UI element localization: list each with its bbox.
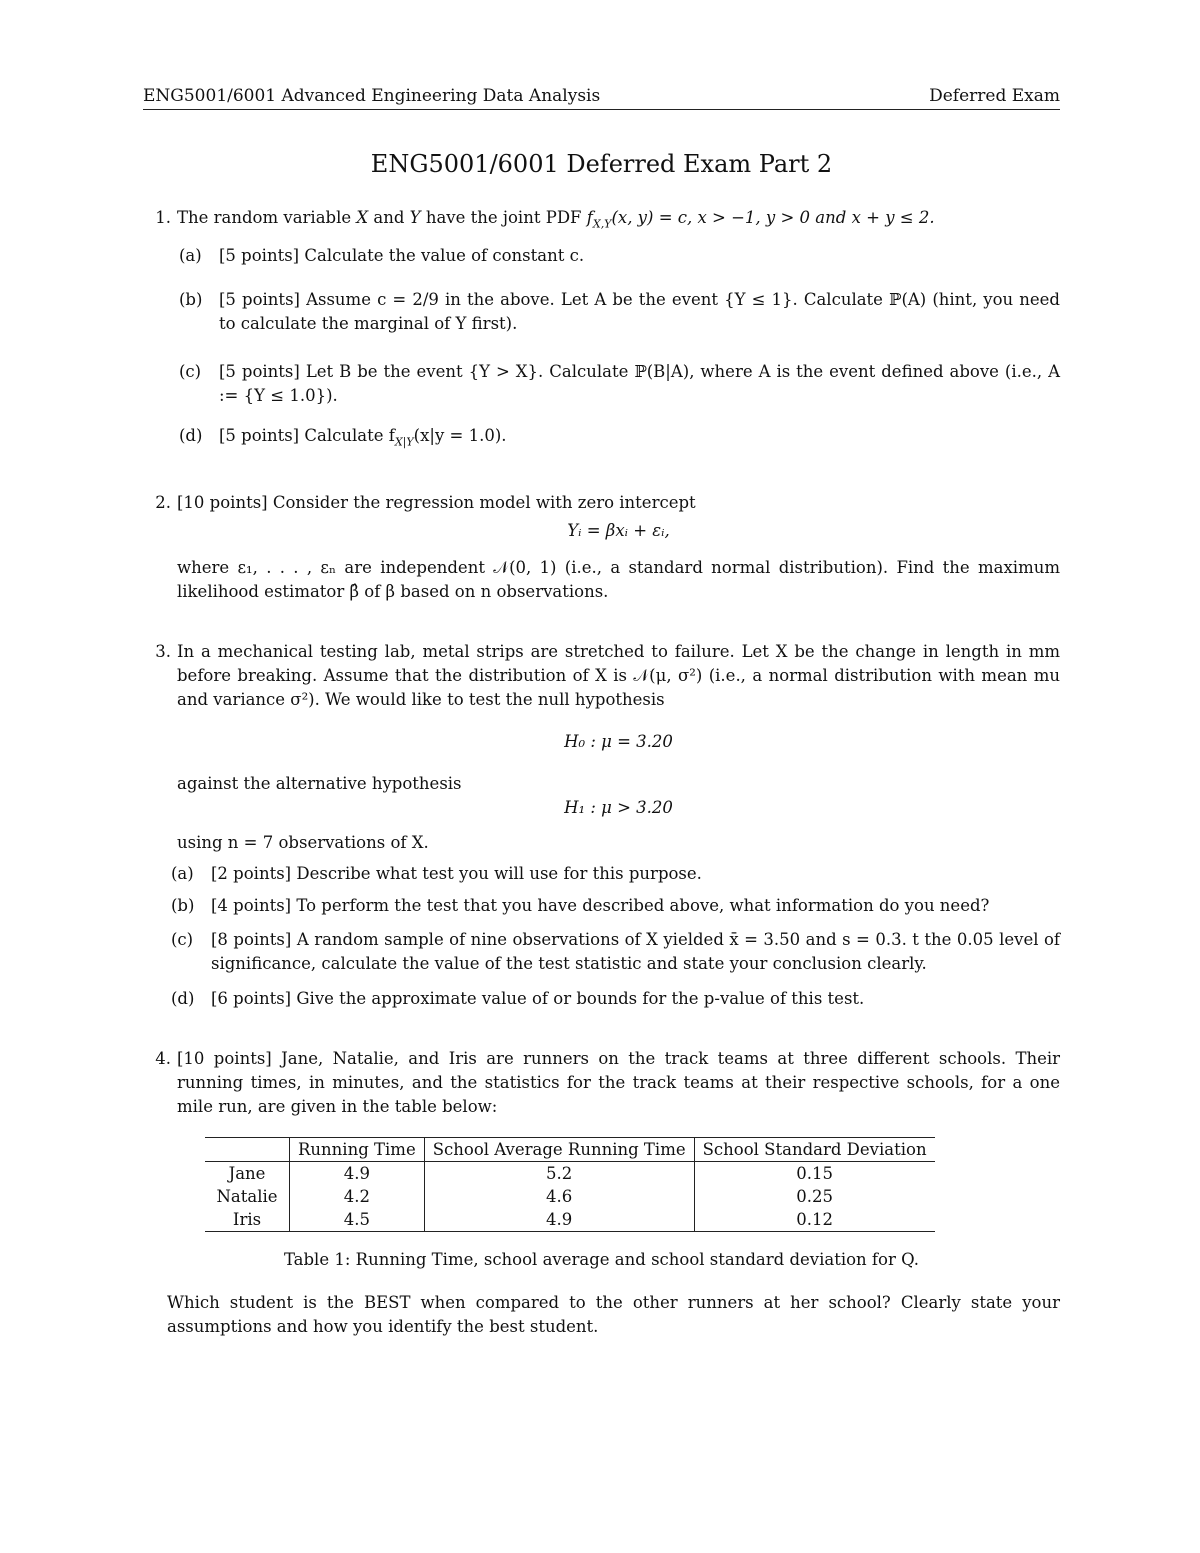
table-cell: Natalie	[205, 1185, 290, 1208]
table-cell: 4.9	[424, 1208, 694, 1232]
part-text: Let B be the event {Y > X}. Calculate ℙ(B|A), where A is the event defined above (i.e., A := {Y ≤ 1.0}).	[219, 362, 1060, 406]
points: [5 points]	[219, 290, 300, 310]
points: [5 points]	[219, 246, 300, 266]
question-3c	[143, 928, 1060, 976]
question-1d: (d) [5 points] Calculate $f_{X|Y}(x|y = 1.0)$.	[179, 426, 507, 449]
table-header-cell: School Standard Deviation	[694, 1137, 934, 1161]
question-3d	[143, 987, 1060, 1011]
header-course: ENG5001/6001 Advanced Engineering Data Analysis	[143, 86, 601, 106]
null-hypothesis: H₀ : μ = 3.20	[564, 731, 673, 751]
table-cell: 4.5	[290, 1208, 425, 1232]
points: [5 points]	[219, 426, 300, 446]
question-1c	[143, 360, 1060, 408]
part-text: Give the approximate value of or bounds for the p-value of this test.	[296, 988, 865, 1008]
table-header-cell: School Average Running Time	[424, 1137, 694, 1161]
question-1	[143, 206, 1060, 236]
header-exam: Deferred Exam	[929, 86, 1060, 106]
part-text: To perform the test that you have described above, what information do you need?	[296, 895, 990, 915]
part-label: (a)	[171, 863, 194, 883]
part-label: (a)	[179, 246, 202, 266]
points: [8 points]	[211, 929, 292, 949]
table-row	[205, 1208, 935, 1232]
table-cell: 0.12	[694, 1208, 934, 1232]
question-2	[143, 491, 1060, 604]
running-time-table	[205, 1137, 935, 1232]
table-cell: 0.25	[796, 1186, 833, 1206]
table-cell: Iris	[205, 1208, 290, 1232]
points: [4 points]	[211, 895, 292, 915]
question-3	[143, 640, 1060, 855]
against-text: against the alternative hypothesis	[177, 773, 462, 793]
question-text: Consider the regression model with zero intercept	[272, 492, 696, 512]
table-cell: 4.9	[290, 1161, 425, 1185]
question-number: 2.	[155, 492, 171, 512]
question-1a	[143, 244, 1060, 268]
exam-page	[143, 86, 1060, 1339]
question-3a	[143, 862, 1060, 886]
table-cell: 4.6	[424, 1185, 694, 1208]
question-text: In a mechanical testing lab, metal strips are stretched to failure. Let X be the change in length in mm before breaking. Assume that the distribution of X is 𝒩(μ, σ²) (i.e., a normal distribution with mean mu and variance σ²). We would like to test the null hypothesis	[177, 641, 1060, 709]
question-1b	[143, 288, 1060, 336]
table-cell: Jane	[205, 1161, 290, 1185]
question-number: 3.	[155, 641, 171, 661]
points: [5 points]	[219, 362, 300, 382]
points: [2 points]	[211, 863, 292, 883]
table-row	[205, 1161, 935, 1185]
question-text: Jane, Natalie, and Iris are runners on the track teams at three different schools. Their running times, in minutes, and the statistics for the track teams at their respective schools, for a one mile run, are given in the table below:	[177, 1048, 1061, 1116]
part-text: Calculate the value of constant c.	[304, 246, 585, 266]
table-header-row	[205, 1137, 935, 1161]
page-header	[143, 86, 1060, 110]
regression-equation: Yᵢ = βxᵢ + εᵢ,	[567, 520, 670, 540]
table-caption: Table 1: Running Time, school average and school standard deviation for Q.	[283, 1249, 920, 1269]
table-cell: 5.2	[424, 1161, 694, 1185]
points: [10 points]	[177, 492, 268, 512]
part-text: A random sample of nine observations of X yielded x̄ = 3.50 and s = 0.3. t the 0.05 level of significance, calculate the value of the test statistic and state your conclusion clearly.	[211, 929, 1060, 973]
question-number: 4.	[155, 1048, 171, 1068]
question-4-closing: Which student is the BEST when compared to the other runners at her school? Clearly state your assumptions and how you identify the best student.	[167, 1292, 1060, 1336]
points: [6 points]	[211, 988, 292, 1008]
alternative-hypothesis: H₁ : μ > 3.20	[564, 797, 673, 817]
table-header-cell: Running Time	[290, 1137, 425, 1161]
part-label: (b)	[171, 895, 195, 915]
part-text: Describe what test you will use for this purpose.	[296, 863, 702, 883]
part-label: (c)	[171, 929, 194, 949]
table-cell: 4.2	[290, 1185, 425, 1208]
part-text: Calculate f	[304, 426, 395, 446]
part-label: (c)	[179, 362, 202, 382]
table-row	[205, 1185, 935, 1208]
part-label: (b)	[179, 290, 203, 310]
using-text: using n = 7 observations of X.	[177, 832, 429, 852]
part-label: (d)	[171, 988, 195, 1008]
question-1-stem: The random variable X and Y have the joint PDF $f_{X,Y}(x$, y) = c, x > −1, y > 0 and x + y ≤ 2.	[177, 208, 935, 231]
table-header-cell	[205, 1137, 290, 1161]
points: [10 points]	[177, 1048, 272, 1068]
table-cell: 0.15	[796, 1163, 833, 1183]
page-title: ENG5001/6001 Deferred Exam Part 2	[370, 150, 833, 178]
part-text: Assume c = 2/9 in the above. Let A be the event {Y ≤ 1}. Calculate ℙ(A) (hint, you need to calculate the marginal of Y first).	[219, 290, 1060, 334]
question-text-2: where ε₁, . . . , εₙ are independent 𝒩(0, 1) (i.e., a standard normal distribution). Find the maximum likelihood estimator β̂ of β based on n observations.	[177, 557, 1060, 601]
part-label: (d)	[179, 426, 203, 446]
question-3b	[143, 894, 1060, 918]
question-number: 1.	[155, 208, 171, 227]
question-4	[143, 1047, 1060, 1119]
